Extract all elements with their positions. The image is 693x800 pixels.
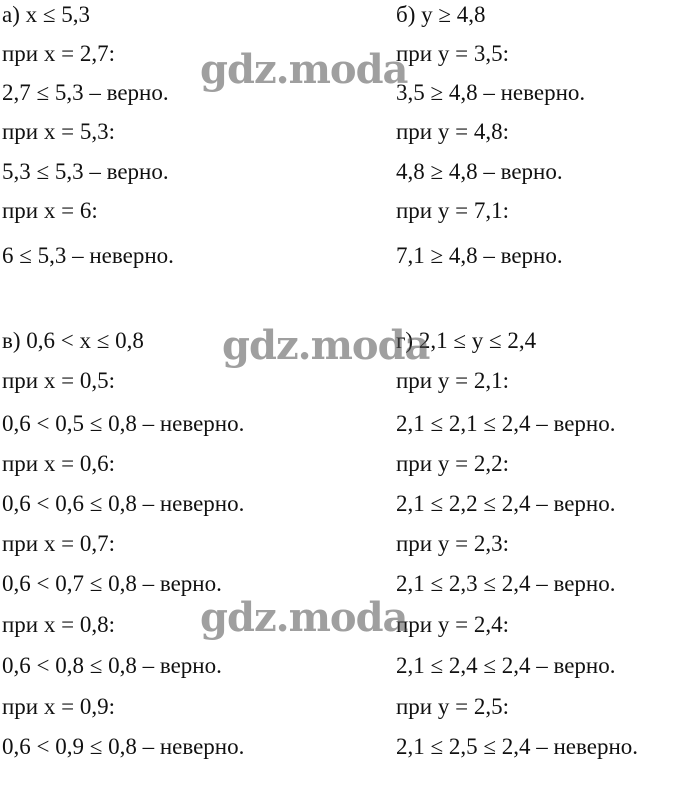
part-v-case-5: при x = 0,9: — [2, 694, 115, 719]
part-a-header: а) x ≤ 5,3 — [2, 2, 90, 27]
part-v-case-1: при x = 0,5: — [2, 368, 115, 393]
part-b-case-1: при y = 3,5: — [396, 41, 509, 66]
part-v-result-2: 0,6 < 0,6 ≤ 0,8 – неверно. — [2, 491, 245, 516]
part-g-result-5: 2,1 ≤ 2,5 ≤ 2,4 – неверно. — [396, 734, 639, 759]
part-a-result-1: 2,7 ≤ 5,3 – верно. — [2, 80, 169, 105]
part-v-case-4: при x = 0,8: — [2, 612, 115, 637]
part-g-case-3: при y = 2,3: — [396, 531, 509, 556]
part-v-case-3: при x = 0,7: — [2, 531, 115, 556]
part-g-result-2: 2,1 ≤ 2,2 ≤ 2,4 – верно. — [396, 491, 616, 516]
watermark-middle: gdz.moda — [222, 322, 430, 369]
part-b-case-2: при y = 4,8: — [396, 119, 509, 144]
part-b-header: б) y ≥ 4,8 — [396, 2, 486, 27]
part-a-case-2: при x = 5,3: — [2, 119, 115, 144]
part-a-result-3: 6 ≤ 5,3 – неверно. — [2, 243, 174, 268]
part-g-result-3: 2,1 ≤ 2,3 ≤ 2,4 – верно. — [396, 571, 616, 596]
part-b-case-3: при y = 7,1: — [396, 198, 509, 223]
part-g-header: г) 2,1 ≤ y ≤ 2,4 — [396, 328, 537, 353]
part-v-result-1: 0,6 < 0,5 ≤ 0,8 – неверно. — [2, 411, 245, 436]
part-v-result-3: 0,6 < 0,7 ≤ 0,8 – верно. — [2, 571, 222, 596]
part-v-result-4: 0,6 < 0,8 ≤ 0,8 – верно. — [2, 653, 222, 678]
part-v-result-5: 0,6 < 0,9 ≤ 0,8 – неверно. — [2, 734, 245, 759]
part-g-case-2: при y = 2,2: — [396, 451, 509, 476]
watermark-bottom: gdz.moda — [200, 594, 408, 641]
part-g-case-4: при y = 2,4: — [396, 612, 509, 637]
watermark-top: gdz.moda — [200, 46, 408, 93]
part-b-result-3: 7,1 ≥ 4,8 – верно. — [396, 243, 563, 268]
part-b-result-1: 3,5 ≥ 4,8 – неверно. — [396, 80, 586, 105]
part-v-case-2: при x = 0,6: — [2, 451, 115, 476]
part-b-result-2: 4,8 ≥ 4,8 – верно. — [396, 159, 563, 184]
part-g-result-1: 2,1 ≤ 2,1 ≤ 2,4 – верно. — [396, 411, 616, 436]
part-g-case-5: при y = 2,5: — [396, 694, 509, 719]
part-a-case-3: при x = 6: — [2, 198, 98, 223]
part-a-result-2: 5,3 ≤ 5,3 – верно. — [2, 159, 169, 184]
part-g-case-1: при y = 2,1: — [396, 368, 509, 393]
part-a-case-1: при x = 2,7: — [2, 41, 115, 66]
part-v-header: в) 0,6 < x ≤ 0,8 — [2, 328, 144, 353]
part-g-result-4: 2,1 ≤ 2,4 ≤ 2,4 – верно. — [396, 653, 616, 678]
